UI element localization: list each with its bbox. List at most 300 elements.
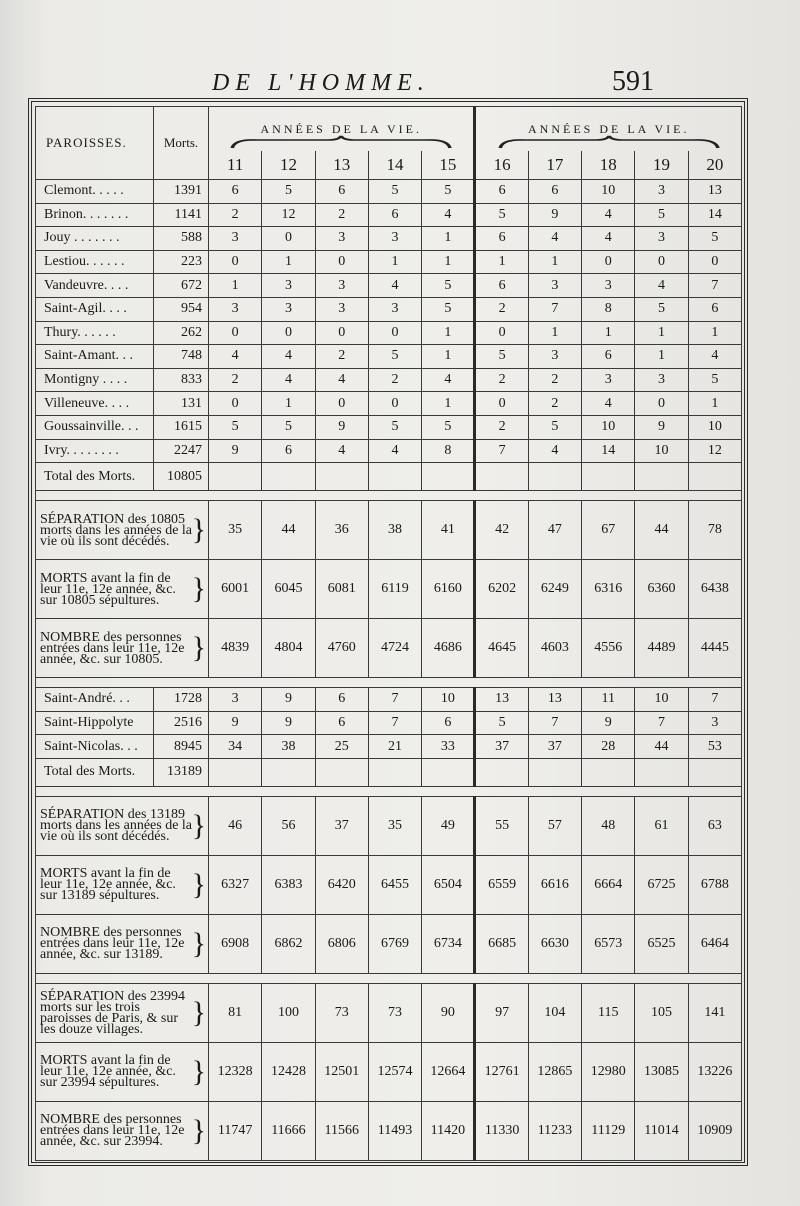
table-row bbox=[36, 368, 742, 392]
value-cell: 48 bbox=[582, 796, 635, 855]
value-cell: 11747 bbox=[209, 1101, 262, 1160]
value-cell: 3 bbox=[315, 227, 368, 251]
value-cell: 3 bbox=[262, 297, 315, 321]
parish-morts: 8945 bbox=[154, 735, 209, 759]
section-divider bbox=[36, 678, 742, 688]
value-cell: 44 bbox=[635, 501, 688, 560]
value-cell: 6734 bbox=[422, 914, 475, 973]
value-cell: 44 bbox=[635, 735, 688, 759]
morts-avant-row-label bbox=[36, 855, 209, 914]
value-cell: 11566 bbox=[315, 1101, 368, 1160]
table-row bbox=[36, 345, 742, 369]
value-cell: 12 bbox=[262, 203, 315, 227]
value-cell: 13 bbox=[528, 688, 581, 712]
value-cell: 73 bbox=[315, 983, 368, 1042]
value-cell: 14 bbox=[688, 203, 741, 227]
value-cell: 104 bbox=[528, 983, 581, 1042]
value-cell: 4 bbox=[422, 368, 475, 392]
value-cell: 6 bbox=[315, 688, 368, 712]
value-cell: 5 bbox=[475, 203, 528, 227]
morts-avant-row bbox=[36, 1042, 742, 1101]
value-cell: 34 bbox=[209, 735, 262, 759]
value-cell: 7 bbox=[688, 688, 741, 712]
value-cell: 12428 bbox=[262, 1042, 315, 1101]
value-cell: 3 bbox=[528, 345, 581, 369]
value-cell: 4445 bbox=[688, 619, 741, 678]
empty-cell bbox=[688, 758, 741, 786]
value-cell: 6525 bbox=[635, 914, 688, 973]
section-divider bbox=[36, 491, 742, 501]
value-cell: 6 bbox=[528, 180, 581, 204]
value-cell: 12 bbox=[688, 439, 741, 463]
value-cell: 0 bbox=[315, 250, 368, 274]
value-cell: 37 bbox=[528, 735, 581, 759]
parish-name: Villeneuve. . . . bbox=[36, 392, 154, 416]
value-cell: 5 bbox=[635, 203, 688, 227]
value-cell: 10 bbox=[582, 180, 635, 204]
value-cell: 6616 bbox=[528, 855, 581, 914]
value-cell: 0 bbox=[475, 321, 528, 345]
value-cell: 13085 bbox=[635, 1042, 688, 1101]
value-cell: 1 bbox=[422, 392, 475, 416]
value-cell: 6 bbox=[582, 345, 635, 369]
nombre-row bbox=[36, 914, 742, 973]
value-cell: 12328 bbox=[209, 1042, 262, 1101]
value-cell: 3 bbox=[688, 711, 741, 735]
nombre-row-label-text: NOMBRE des personnes entrées dans leur 11e, 12e année, &c. sur 10805. bbox=[40, 629, 185, 667]
value-cell: 3 bbox=[315, 274, 368, 298]
value-cell: 6202 bbox=[475, 560, 528, 619]
value-cell: 1 bbox=[422, 227, 475, 251]
value-cell: 3 bbox=[209, 297, 262, 321]
parish-name: Saint-Hippolyte bbox=[36, 711, 154, 735]
curly-brace-icon: } bbox=[191, 1054, 206, 1088]
value-cell: 6327 bbox=[209, 855, 262, 914]
value-cell: 11129 bbox=[582, 1101, 635, 1160]
header-year: 11 bbox=[209, 151, 262, 180]
value-cell: 1 bbox=[262, 392, 315, 416]
parish-name: Saint-Agil. . . . bbox=[36, 297, 154, 321]
empty-cell bbox=[422, 758, 475, 786]
value-cell: 4603 bbox=[528, 619, 581, 678]
table-row bbox=[36, 180, 742, 204]
value-cell: 3 bbox=[528, 274, 581, 298]
empty-cell bbox=[422, 463, 475, 491]
value-cell: 9 bbox=[528, 203, 581, 227]
value-cell: 78 bbox=[688, 501, 741, 560]
morts-avant-row bbox=[36, 855, 742, 914]
value-cell: 6081 bbox=[315, 560, 368, 619]
value-cell: 37 bbox=[315, 796, 368, 855]
value-cell: 0 bbox=[315, 321, 368, 345]
parish-morts: 1615 bbox=[154, 415, 209, 439]
parish-morts: 588 bbox=[154, 227, 209, 251]
empty-cell bbox=[315, 463, 368, 491]
value-cell: 25 bbox=[315, 735, 368, 759]
empty-cell bbox=[528, 463, 581, 491]
table-row bbox=[36, 711, 742, 735]
parish-name: Brinon. . . . . . . bbox=[36, 203, 154, 227]
value-cell: 12501 bbox=[315, 1042, 368, 1101]
value-cell: 90 bbox=[422, 983, 475, 1042]
value-cell: 3 bbox=[209, 688, 262, 712]
separation-row-label-text: SÉPARATION des 23994 morts sur les trois paroisses de Paris, & sur les douze villages. bbox=[40, 988, 185, 1037]
value-cell: 46 bbox=[209, 796, 262, 855]
value-cell: 0 bbox=[368, 392, 421, 416]
empty-cell bbox=[528, 758, 581, 786]
value-cell: 2 bbox=[528, 368, 581, 392]
header-years-group-1-label: ANNÉES DE LA VIE. bbox=[260, 121, 422, 136]
empty-cell bbox=[582, 758, 635, 786]
value-cell: 57 bbox=[528, 796, 581, 855]
value-cell: 21 bbox=[368, 735, 421, 759]
curly-brace-icon: } bbox=[191, 995, 206, 1029]
header-year: 15 bbox=[422, 151, 475, 180]
total-label: Total des Morts. bbox=[36, 463, 154, 491]
empty-cell bbox=[475, 758, 528, 786]
value-cell: 9 bbox=[209, 439, 262, 463]
table-row bbox=[36, 321, 742, 345]
parish-name: Vandeuvre. . . . bbox=[36, 274, 154, 298]
value-cell: 4 bbox=[262, 345, 315, 369]
value-cell: 5 bbox=[262, 415, 315, 439]
value-cell: 115 bbox=[582, 983, 635, 1042]
value-cell: 6249 bbox=[528, 560, 581, 619]
empty-cell bbox=[368, 463, 421, 491]
value-cell: 5 bbox=[209, 415, 262, 439]
nombre-row-label-text: NOMBRE des personnes entrées dans leur 11e, 12e année, &c. sur 13189. bbox=[40, 925, 185, 963]
value-cell: 4556 bbox=[582, 619, 635, 678]
value-cell: 100 bbox=[262, 983, 315, 1042]
value-cell: 5 bbox=[422, 297, 475, 321]
value-cell: 6630 bbox=[528, 914, 581, 973]
value-cell: 6464 bbox=[688, 914, 741, 973]
value-cell: 13 bbox=[688, 180, 741, 204]
value-cell: 2 bbox=[368, 368, 421, 392]
section-divider bbox=[36, 786, 742, 796]
parish-name: Ivry. . . . . . . . bbox=[36, 439, 154, 463]
value-cell: 6316 bbox=[582, 560, 635, 619]
value-cell: 0 bbox=[688, 250, 741, 274]
parish-name: Clemont. . . . . bbox=[36, 180, 154, 204]
curly-brace-icon: } bbox=[191, 926, 206, 960]
value-cell: 35 bbox=[209, 501, 262, 560]
total-row bbox=[36, 463, 742, 491]
parish-morts: 1141 bbox=[154, 203, 209, 227]
separation-row-label bbox=[36, 796, 209, 855]
table-row bbox=[36, 250, 742, 274]
value-cell: 6 bbox=[262, 439, 315, 463]
section-divider bbox=[36, 973, 742, 983]
parish-morts: 672 bbox=[154, 274, 209, 298]
value-cell: 53 bbox=[688, 735, 741, 759]
value-cell: 12574 bbox=[368, 1042, 421, 1101]
empty-cell bbox=[262, 758, 315, 786]
value-cell: 73 bbox=[368, 983, 421, 1042]
value-cell: 2 bbox=[315, 203, 368, 227]
empty-cell bbox=[582, 463, 635, 491]
value-cell: 6725 bbox=[635, 855, 688, 914]
value-cell: 6 bbox=[475, 274, 528, 298]
value-cell: 6160 bbox=[422, 560, 475, 619]
value-cell: 5 bbox=[688, 227, 741, 251]
value-cell: 3 bbox=[635, 368, 688, 392]
value-cell: 5 bbox=[368, 345, 421, 369]
nombre-row bbox=[36, 1101, 742, 1160]
brace-icon bbox=[230, 135, 452, 149]
value-cell: 105 bbox=[635, 983, 688, 1042]
value-cell: 4 bbox=[422, 203, 475, 227]
value-cell: 12664 bbox=[422, 1042, 475, 1101]
header-year: 20 bbox=[688, 151, 741, 180]
value-cell: 9 bbox=[315, 415, 368, 439]
value-cell: 2 bbox=[209, 368, 262, 392]
table-row bbox=[36, 203, 742, 227]
total-row bbox=[36, 758, 742, 786]
curly-brace-icon: } bbox=[191, 867, 206, 901]
value-cell: 11014 bbox=[635, 1101, 688, 1160]
value-cell: 4 bbox=[368, 439, 421, 463]
parish-morts: 223 bbox=[154, 250, 209, 274]
curly-brace-icon: } bbox=[191, 513, 206, 547]
nombre-row-label bbox=[36, 914, 209, 973]
curly-brace-icon: } bbox=[191, 631, 206, 665]
value-cell: 6 bbox=[368, 203, 421, 227]
empty-cell bbox=[635, 758, 688, 786]
value-cell: 3 bbox=[635, 180, 688, 204]
value-cell: 42 bbox=[475, 501, 528, 560]
value-cell: 5 bbox=[422, 274, 475, 298]
empty-cell bbox=[368, 758, 421, 786]
value-cell: 4 bbox=[528, 227, 581, 251]
value-cell: 44 bbox=[262, 501, 315, 560]
parish-morts: 2247 bbox=[154, 439, 209, 463]
separation-row-label bbox=[36, 983, 209, 1042]
value-cell: 6383 bbox=[262, 855, 315, 914]
value-cell: 6 bbox=[688, 297, 741, 321]
separation-row bbox=[36, 796, 742, 855]
value-cell: 6908 bbox=[209, 914, 262, 973]
value-cell: 7 bbox=[528, 297, 581, 321]
value-cell: 97 bbox=[475, 983, 528, 1042]
value-cell: 5 bbox=[368, 180, 421, 204]
total-label: Total des Morts. bbox=[36, 758, 154, 786]
parish-name: Goussainville. . . bbox=[36, 415, 154, 439]
header-years-group-2-label: ANNÉES DE LA VIE. bbox=[528, 121, 690, 136]
value-cell: 11420 bbox=[422, 1101, 475, 1160]
value-cell: 4 bbox=[315, 368, 368, 392]
empty-cell bbox=[475, 463, 528, 491]
header-years-group-1 bbox=[209, 107, 475, 152]
parish-name: Saint-André. . . bbox=[36, 688, 154, 712]
value-cell: 4 bbox=[688, 345, 741, 369]
value-cell: 3 bbox=[635, 227, 688, 251]
value-cell: 4489 bbox=[635, 619, 688, 678]
value-cell: 4839 bbox=[209, 619, 262, 678]
parish-morts: 131 bbox=[154, 392, 209, 416]
value-cell: 3 bbox=[262, 274, 315, 298]
empty-cell bbox=[315, 758, 368, 786]
value-cell: 6685 bbox=[475, 914, 528, 973]
value-cell: 1 bbox=[368, 250, 421, 274]
value-cell: 38 bbox=[262, 735, 315, 759]
value-cell: 6001 bbox=[209, 560, 262, 619]
value-cell: 0 bbox=[635, 250, 688, 274]
value-cell: 0 bbox=[262, 227, 315, 251]
table-row bbox=[36, 297, 742, 321]
value-cell: 7 bbox=[528, 711, 581, 735]
value-cell: 7 bbox=[475, 439, 528, 463]
value-cell: 36 bbox=[315, 501, 368, 560]
value-cell: 2 bbox=[475, 368, 528, 392]
value-cell: 6420 bbox=[315, 855, 368, 914]
value-cell: 55 bbox=[475, 796, 528, 855]
value-cell: 4760 bbox=[315, 619, 368, 678]
nombre-row-label-text: NOMBRE des personnes entrées dans leur 11e, 12e année, &c. sur 23994. bbox=[40, 1112, 185, 1150]
value-cell: 2 bbox=[315, 345, 368, 369]
value-cell: 5 bbox=[422, 415, 475, 439]
value-cell: 2 bbox=[209, 203, 262, 227]
separation-row-label bbox=[36, 501, 209, 560]
morts-avant-row-label-text: MORTS avant la fin de leur 11e, 12e année, &c. sur 13189 sépultures. bbox=[40, 866, 176, 904]
parish-name: Thury. . . . . . bbox=[36, 321, 154, 345]
empty-cell bbox=[688, 463, 741, 491]
header-year: 19 bbox=[635, 151, 688, 180]
value-cell: 4 bbox=[209, 345, 262, 369]
header-year: 14 bbox=[368, 151, 421, 180]
value-cell: 5 bbox=[475, 345, 528, 369]
curly-brace-icon: } bbox=[191, 1113, 206, 1147]
empty-cell bbox=[262, 463, 315, 491]
table-row bbox=[36, 227, 742, 251]
value-cell: 11330 bbox=[475, 1101, 528, 1160]
value-cell: 12980 bbox=[582, 1042, 635, 1101]
value-cell: 81 bbox=[209, 983, 262, 1042]
table-row bbox=[36, 392, 742, 416]
parish-name: Saint-Amant. . . bbox=[36, 345, 154, 369]
value-cell: 11493 bbox=[368, 1101, 421, 1160]
value-cell: 0 bbox=[209, 321, 262, 345]
value-cell: 61 bbox=[635, 796, 688, 855]
value-cell: 5 bbox=[368, 415, 421, 439]
parish-name: Jouy . . . . . . . bbox=[36, 227, 154, 251]
value-cell: 6 bbox=[209, 180, 262, 204]
value-cell: 1 bbox=[635, 345, 688, 369]
value-cell: 67 bbox=[582, 501, 635, 560]
value-cell: 1 bbox=[209, 274, 262, 298]
header-morts: Morts. bbox=[154, 107, 209, 180]
parish-name: Montigny . . . . bbox=[36, 368, 154, 392]
parish-name: Saint-Nicolas. . . bbox=[36, 735, 154, 759]
value-cell: 3 bbox=[368, 297, 421, 321]
value-cell: 10 bbox=[422, 688, 475, 712]
parish-name: Lestiou. . . . . . bbox=[36, 250, 154, 274]
value-cell: 4 bbox=[582, 203, 635, 227]
value-cell: 6360 bbox=[635, 560, 688, 619]
page-number: 591 bbox=[612, 66, 654, 97]
value-cell: 2 bbox=[528, 392, 581, 416]
value-cell: 1 bbox=[528, 321, 581, 345]
value-cell: 10 bbox=[635, 439, 688, 463]
value-cell: 4645 bbox=[475, 619, 528, 678]
value-cell: 6862 bbox=[262, 914, 315, 973]
value-cell: 4 bbox=[582, 392, 635, 416]
table-row bbox=[36, 274, 742, 298]
value-cell: 13226 bbox=[688, 1042, 741, 1101]
value-cell: 33 bbox=[422, 735, 475, 759]
value-cell: 2 bbox=[475, 297, 528, 321]
value-cell: 28 bbox=[582, 735, 635, 759]
value-cell: 3 bbox=[315, 297, 368, 321]
value-cell: 8 bbox=[582, 297, 635, 321]
value-cell: 3 bbox=[582, 368, 635, 392]
nombre-row bbox=[36, 619, 742, 678]
value-cell: 7 bbox=[688, 274, 741, 298]
parish-morts: 748 bbox=[154, 345, 209, 369]
separation-row-label-text: SÉPARATION des 10805 morts dans les années de la vie où ils sont décédés. bbox=[40, 511, 193, 549]
value-cell: 1 bbox=[688, 392, 741, 416]
value-cell: 0 bbox=[582, 250, 635, 274]
value-cell: 6 bbox=[475, 227, 528, 251]
value-cell: 0 bbox=[315, 392, 368, 416]
value-cell: 0 bbox=[475, 392, 528, 416]
value-cell: 5 bbox=[688, 368, 741, 392]
morts-avant-row-label bbox=[36, 560, 209, 619]
value-cell: 4724 bbox=[368, 619, 421, 678]
value-cell: 4 bbox=[528, 439, 581, 463]
value-cell: 0 bbox=[209, 250, 262, 274]
value-cell: 6504 bbox=[422, 855, 475, 914]
total-value: 10805 bbox=[154, 463, 209, 491]
value-cell: 6573 bbox=[582, 914, 635, 973]
value-cell: 0 bbox=[262, 321, 315, 345]
value-cell: 5 bbox=[262, 180, 315, 204]
brace-icon bbox=[498, 135, 720, 149]
value-cell: 9 bbox=[209, 711, 262, 735]
value-cell: 2 bbox=[475, 415, 528, 439]
value-cell: 6045 bbox=[262, 560, 315, 619]
value-cell: 6806 bbox=[315, 914, 368, 973]
value-cell: 35 bbox=[368, 796, 421, 855]
value-cell: 1 bbox=[262, 250, 315, 274]
header-year: 13 bbox=[315, 151, 368, 180]
value-cell: 6 bbox=[422, 711, 475, 735]
value-cell: 6 bbox=[475, 180, 528, 204]
parish-morts: 262 bbox=[154, 321, 209, 345]
table-row bbox=[36, 735, 742, 759]
value-cell: 1 bbox=[635, 321, 688, 345]
parish-morts: 1728 bbox=[154, 688, 209, 712]
value-cell: 49 bbox=[422, 796, 475, 855]
value-cell: 1 bbox=[688, 321, 741, 345]
parish-morts: 833 bbox=[154, 368, 209, 392]
value-cell: 6455 bbox=[368, 855, 421, 914]
header-year: 18 bbox=[582, 151, 635, 180]
value-cell: 63 bbox=[688, 796, 741, 855]
value-cell: 4 bbox=[582, 227, 635, 251]
value-cell: 6559 bbox=[475, 855, 528, 914]
curly-brace-icon: } bbox=[191, 808, 206, 842]
value-cell: 4 bbox=[368, 274, 421, 298]
value-cell: 6664 bbox=[582, 855, 635, 914]
value-cell: 7 bbox=[368, 688, 421, 712]
value-cell: 13 bbox=[475, 688, 528, 712]
value-cell: 41 bbox=[422, 501, 475, 560]
value-cell: 10909 bbox=[688, 1101, 741, 1160]
separation-row bbox=[36, 501, 742, 560]
value-cell: 11 bbox=[582, 688, 635, 712]
value-cell: 6119 bbox=[368, 560, 421, 619]
